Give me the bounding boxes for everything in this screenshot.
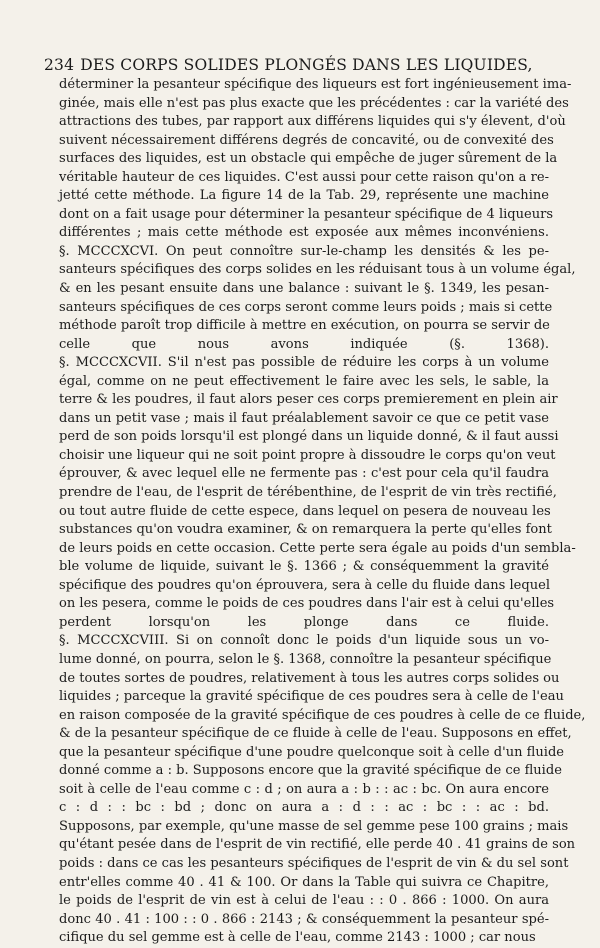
text-line: c : d : : bc : bd ; donc on aura a : d : : ac : bc : : ac : bd. xyxy=(59,800,549,816)
text-line: & de la pesanteur spécifique de ce fluide à celle de l'eau. Supposons en effet, xyxy=(59,726,572,742)
text-line: §. MCCCXCVIII. Si on connoît donc le poids d'un liquide sous un vo- xyxy=(59,633,549,649)
text-line: dont on a fait usage pour déterminer la pesanteur spécifique de 4 liqueurs xyxy=(59,206,554,222)
text-line: poids : dans ce cas les pesanteurs spécifiques de l'esprit de vin & du sel sont xyxy=(59,855,569,871)
text-line: le poids de l'esprit de vin est à celui de l'eau : : 0 . 866 : 1000. On aura xyxy=(59,893,549,909)
text-line: on les pesera, comme le poids de ces poudres dans l'air est à celui qu'elles xyxy=(59,596,555,612)
body-text xyxy=(59,76,586,948)
text-line: perd de son poids lorsqu'il est plongé dans un liquide donné, & il faut aussi xyxy=(59,429,559,445)
text-line: terre & les poudres, il faut alors peser ces corps premierement en plein air xyxy=(59,392,558,408)
text-line: que la pesanteur spécifique d'une poudre quelconque soit à celle d'un fluide xyxy=(59,744,565,760)
text-line: ginée, mais elle n'est pas plus exacte que les précédentes : car la variété des xyxy=(59,95,569,111)
text-line: attractions des tubes, par rapport aux différens liquides qui s'y élevent, d'où xyxy=(59,114,566,130)
text-line: qu'étant pesée dans de l'esprit de vin rectifié, elle perde 40 . 41 grains de son xyxy=(59,837,576,853)
running-title: DES CORPS SOLIDES PLONGÉS DANS LES LIQUIDES, xyxy=(80,56,533,74)
text-line: de toutes sortes de poudres, relativement à tous les autres corps solides ou xyxy=(59,670,560,686)
text-line: ou tout autre fluide de cette espece, dans lequel on pesera de nouveau les xyxy=(59,503,551,519)
text-line: soit à celle de l'eau comme c : d ; on aura a : b : : ac : bc. On aura encore xyxy=(59,781,549,797)
text-line: cifique du sel gemme est à celle de l'eau, comme 2143 : 1000 ; car nous xyxy=(59,930,536,946)
text-line: donné comme a : b. Supposons encore que la gravité spécifique de ce fluide xyxy=(59,763,562,779)
text-line: choisir une liqueur qui ne soit point propre à dissoudre le corps qu'on veut xyxy=(59,447,556,463)
text-line: prendre de l'eau, de l'esprit de térébenthine, de l'esprit de vin très rectifié, xyxy=(59,485,557,501)
text-line: & en les pesant ensuite dans une balance : suivant le §. 1349, les pesan- xyxy=(59,281,549,297)
text-line: spécifique des poudres qu'on éprouvera, sera à celle du fluide dans lequel xyxy=(59,577,551,593)
text-line: santeurs spécifiques des corps solides en les réduisant tous à un volume égal, xyxy=(59,262,576,278)
text-line: entr'elles comme 40 . 41 & 100. Or dans la Table qui suivra ce Chapitre, xyxy=(59,874,549,890)
text-line: jetté cette méthode. La figure 14 de la Tab. 29, représente une machine xyxy=(59,188,549,204)
text-line: méthode paroît trop difficile à mettre en exécution, on pourra se servir de xyxy=(59,318,550,334)
text-line: surfaces des liquides, est un obstacle qui empêche de juger sûrement de la xyxy=(59,151,558,167)
text-line: suivent nécessairement différens degrés de concavité, ou de convexité des xyxy=(59,132,554,148)
text-line: lume donné, on pourra, selon le §. 1368, connoître la pesanteur spécifique xyxy=(59,651,552,667)
text-line: Supposons, par exemple, qu'une masse de sel gemme pese 100 grains ; mais xyxy=(59,818,569,834)
text-line: déterminer la pesanteur spécifique des liqueurs est fort ingénieusement ima- xyxy=(59,77,572,92)
page-number: 234 xyxy=(44,56,75,74)
text-line: santeurs spécifiques de ces corps seront comme leurs poids ; mais si cette xyxy=(59,299,553,315)
text-line: liquides ; parceque la gravité spécifique de ces poudres sera à celle de l'eau xyxy=(59,689,564,705)
text-line: substances qu'on voudra examiner, & on remarquera la perte qu'elles font xyxy=(59,522,552,538)
text-line: véritable hauteur de ces liquides. C'est aussi pour cette raison qu'on a re- xyxy=(59,169,549,185)
text-line: de leurs poids en cette occasion. Cette perte sera égale au poids d'un sembla- xyxy=(59,540,576,556)
text-line: §. MCCCXCVII. S'il n'est pas possible de réduire les corps à un volume xyxy=(59,355,549,371)
text-line: éprouver, & avec lequel elle ne fermente pas : c'est pour cela qu'il faudra xyxy=(59,466,549,482)
text-line: dans un petit vase ; mais il faut préalablement savoir ce que ce petit vase xyxy=(59,410,549,426)
text-line: §. MCCCXCVI. On peut connoître sur-le-champ les densités & les pe- xyxy=(59,243,549,259)
text-line: donc 40 . 41 : 100 : : 0 . 866 : 2143 ; & conséquemment la pesanteur spé- xyxy=(59,911,549,927)
running-header xyxy=(44,56,533,74)
text-line: celle que nous avons indiquée (§. 1368). xyxy=(59,336,549,352)
text-line: ble volume de liquide, suivant le §. 1366 ; & conséquemment la gravité xyxy=(59,559,549,575)
text-line: égal, comme on ne peut effectivement le faire avec les sels, le sable, la xyxy=(59,373,549,389)
text-line: en raison composée de la gravité spécifique de ces poudres à celle de ce fluide, xyxy=(59,707,586,723)
text-line: perdent lorsqu'on les plonge dans ce fluide. xyxy=(59,614,549,630)
text-line: différentes ; mais cette méthode est exposée aux mêmes inconvéniens. xyxy=(59,225,549,241)
